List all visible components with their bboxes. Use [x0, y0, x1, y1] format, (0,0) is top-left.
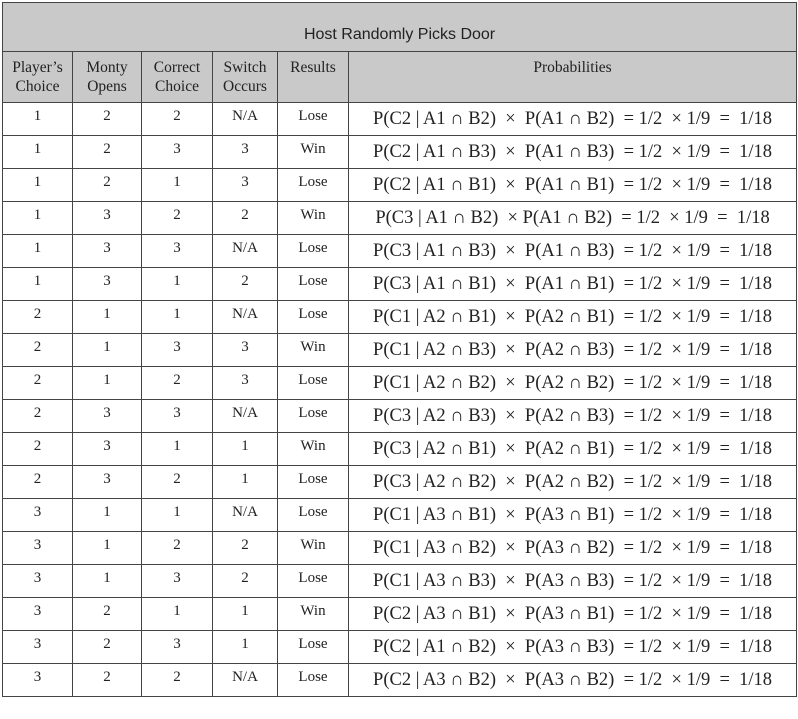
monty-opens-cell: 3: [73, 235, 142, 268]
table-row: [3, 169, 797, 202]
switch-occurs-cell: N/A: [213, 400, 278, 433]
table-row: [3, 631, 797, 664]
players-choice-cell: 2: [3, 400, 73, 433]
correct-choice-cell: 1: [142, 598, 213, 631]
monty-opens-cell: 3: [73, 202, 142, 235]
players-choice-cell: 2: [3, 301, 73, 334]
correct-choice-cell: 3: [142, 631, 213, 664]
result-cell: Lose: [278, 499, 349, 532]
correct-choice-cell: 2: [142, 532, 213, 565]
monty-opens-cell: 2: [73, 169, 142, 202]
players-choice-cell: 3: [3, 598, 73, 631]
monty-opens-cell: 3: [73, 268, 142, 301]
monty-opens-cell: 3: [73, 400, 142, 433]
players-choice-cell: 1: [3, 268, 73, 301]
result-cell: Lose: [278, 301, 349, 334]
correct-choice-cell: 3: [142, 136, 213, 169]
correct-choice-cell: 3: [142, 400, 213, 433]
players-choice-cell: 2: [3, 367, 73, 400]
switch-occurs-cell: 1: [213, 598, 278, 631]
table-row: [3, 598, 797, 631]
monty-opens-cell: 1: [73, 565, 142, 598]
probability-cell: P(C3 | A2 ∩ B1) × P(A2 ∩ B1) = 1/2 × 1/9 = 1/18: [349, 433, 797, 466]
result-cell: Lose: [278, 400, 349, 433]
correct-choice-cell: 1: [142, 433, 213, 466]
switch-occurs-cell: 1: [213, 433, 278, 466]
result-cell: Lose: [278, 631, 349, 664]
players-choice-cell: 1: [3, 136, 73, 169]
correct-choice-cell: 3: [142, 565, 213, 598]
players-choice-cell: 2: [3, 334, 73, 367]
switch-occurs-cell: 2: [213, 202, 278, 235]
correct-choice-cell: 2: [142, 466, 213, 499]
switch-occurs-cell: N/A: [213, 664, 278, 697]
monty-opens-cell: 1: [73, 367, 142, 400]
correct-choice-cell: 1: [142, 499, 213, 532]
probability-cell: P(C1 | A2 ∩ B2) × P(A2 ∩ B2) = 1/2 × 1/9 = 1/18: [349, 367, 797, 400]
result-cell: Lose: [278, 103, 349, 136]
monty-opens-cell: 2: [73, 136, 142, 169]
result-cell: Win: [278, 598, 349, 631]
table-row: [3, 367, 797, 400]
correct-choice-cell: 3: [142, 334, 213, 367]
header-probabilities: Probabilities: [349, 52, 797, 103]
correct-choice-cell: 2: [142, 664, 213, 697]
probability-cell: P(C3 | A1 ∩ B3) × P(A1 ∩ B3) = 1/2 × 1/9 = 1/18: [349, 235, 797, 268]
switch-occurs-cell: 2: [213, 532, 278, 565]
switch-occurs-cell: 3: [213, 136, 278, 169]
switch-occurs-cell: N/A: [213, 301, 278, 334]
result-cell: Lose: [278, 268, 349, 301]
correct-choice-cell: 2: [142, 367, 213, 400]
players-choice-cell: 3: [3, 499, 73, 532]
result-cell: Win: [278, 532, 349, 565]
table-row: [3, 664, 797, 697]
monty-opens-cell: 2: [73, 664, 142, 697]
monty-opens-cell: 3: [73, 466, 142, 499]
table-row: [3, 499, 797, 532]
probability-cell: P(C3 | A2 ∩ B2) × P(A2 ∩ B2) = 1/2 × 1/9 = 1/18: [349, 466, 797, 499]
switch-occurs-cell: 1: [213, 466, 278, 499]
correct-choice-cell: 1: [142, 301, 213, 334]
monty-opens-cell: 2: [73, 598, 142, 631]
probability-cell: P(C2 | A3 ∩ B2) × P(A3 ∩ B2) = 1/2 × 1/9 = 1/18: [349, 664, 797, 697]
switch-occurs-cell: 2: [213, 268, 278, 301]
players-choice-cell: 3: [3, 532, 73, 565]
probability-cell: P(C2 | A3 ∩ B1) × P(A3 ∩ B1) = 1/2 × 1/9 = 1/18: [349, 598, 797, 631]
header-results: Results: [278, 52, 349, 103]
table-row: [3, 268, 797, 301]
players-choice-cell: 3: [3, 565, 73, 598]
monty-hall-table: [2, 2, 797, 697]
result-cell: Lose: [278, 664, 349, 697]
correct-choice-cell: 1: [142, 268, 213, 301]
players-choice-cell: 3: [3, 664, 73, 697]
header-players-choice: Player’s Choice: [3, 52, 73, 103]
switch-occurs-cell: 1: [213, 631, 278, 664]
monty-opens-cell: 2: [73, 103, 142, 136]
probability-cell: P(C3 | A1 ∩ B1) × P(A1 ∩ B1) = 1/2 × 1/9 = 1/18: [349, 268, 797, 301]
table-row: [3, 433, 797, 466]
monty-opens-cell: 3: [73, 433, 142, 466]
probability-cell: P(C1 | A3 ∩ B2) × P(A3 ∩ B2) = 1/2 × 1/9 = 1/18: [349, 532, 797, 565]
monty-opens-cell: 1: [73, 532, 142, 565]
table-row: [3, 400, 797, 433]
result-cell: Win: [278, 136, 349, 169]
probability-cell: P(C2 | A1 ∩ B3) × P(A1 ∩ B3) = 1/2 × 1/9 = 1/18: [349, 136, 797, 169]
switch-occurs-cell: 3: [213, 367, 278, 400]
table-row: [3, 235, 797, 268]
result-cell: Lose: [278, 367, 349, 400]
switch-occurs-cell: 2: [213, 565, 278, 598]
monty-opens-cell: 1: [73, 499, 142, 532]
switch-occurs-cell: 3: [213, 334, 278, 367]
result-cell: Lose: [278, 235, 349, 268]
header-row: [3, 52, 797, 103]
probability-cell: P(C1 | A2 ∩ B1) × P(A2 ∩ B1) = 1/2 × 1/9 = 1/18: [349, 301, 797, 334]
result-cell: Win: [278, 433, 349, 466]
result-cell: Lose: [278, 169, 349, 202]
correct-choice-cell: 2: [142, 202, 213, 235]
correct-choice-cell: 3: [142, 235, 213, 268]
probability-cell: P(C2 | A1 ∩ B1) × P(A1 ∩ B1) = 1/2 × 1/9 = 1/18: [349, 169, 797, 202]
table-row: [3, 103, 797, 136]
players-choice-cell: 1: [3, 103, 73, 136]
probability-cell: P(C3 | A1 ∩ B2) × P(A1 ∩ B2) = 1/2 × 1/9 = 1/18: [349, 202, 797, 235]
table-row: [3, 565, 797, 598]
result-cell: Lose: [278, 565, 349, 598]
table-title: Host Randomly Picks Door: [3, 3, 797, 52]
result-cell: Lose: [278, 466, 349, 499]
header-correct-choice: Correct Choice: [142, 52, 213, 103]
correct-choice-cell: 1: [142, 169, 213, 202]
table-row: [3, 466, 797, 499]
switch-occurs-cell: N/A: [213, 103, 278, 136]
header-switch-occurs: Switch Occurs: [213, 52, 278, 103]
table-row: [3, 301, 797, 334]
probability-cell: P(C1 | A2 ∩ B3) × P(A2 ∩ B3) = 1/2 × 1/9 = 1/18: [349, 334, 797, 367]
monty-opens-cell: 1: [73, 301, 142, 334]
probability-cell: P(C2 | A1 ∩ B2) × P(A1 ∩ B2) = 1/2 × 1/9 = 1/18: [349, 103, 797, 136]
correct-choice-cell: 2: [142, 103, 213, 136]
probability-cell: P(C1 | A3 ∩ B3) × P(A3 ∩ B3) = 1/2 × 1/9 = 1/18: [349, 565, 797, 598]
monty-opens-cell: 1: [73, 334, 142, 367]
table-row: [3, 532, 797, 565]
probability-cell: P(C3 | A2 ∩ B3) × P(A2 ∩ B3) = 1/2 × 1/9 = 1/18: [349, 400, 797, 433]
table-row: [3, 202, 797, 235]
players-choice-cell: 2: [3, 433, 73, 466]
table-row: [3, 334, 797, 367]
switch-occurs-cell: 3: [213, 169, 278, 202]
players-choice-cell: 1: [3, 202, 73, 235]
result-cell: Win: [278, 334, 349, 367]
probability-cell: P(C2 | A1 ∩ B2) × P(A3 ∩ B3) = 1/2 × 1/9 = 1/18: [349, 631, 797, 664]
table-row: [3, 136, 797, 169]
players-choice-cell: 2: [3, 466, 73, 499]
probability-cell: P(C1 | A3 ∩ B1) × P(A3 ∩ B1) = 1/2 × 1/9 = 1/18: [349, 499, 797, 532]
players-choice-cell: 1: [3, 235, 73, 268]
switch-occurs-cell: N/A: [213, 235, 278, 268]
players-choice-cell: 3: [3, 631, 73, 664]
result-cell: Win: [278, 202, 349, 235]
players-choice-cell: 1: [3, 169, 73, 202]
switch-occurs-cell: N/A: [213, 499, 278, 532]
header-monty-opens: Monty Opens: [73, 52, 142, 103]
monty-opens-cell: 2: [73, 631, 142, 664]
